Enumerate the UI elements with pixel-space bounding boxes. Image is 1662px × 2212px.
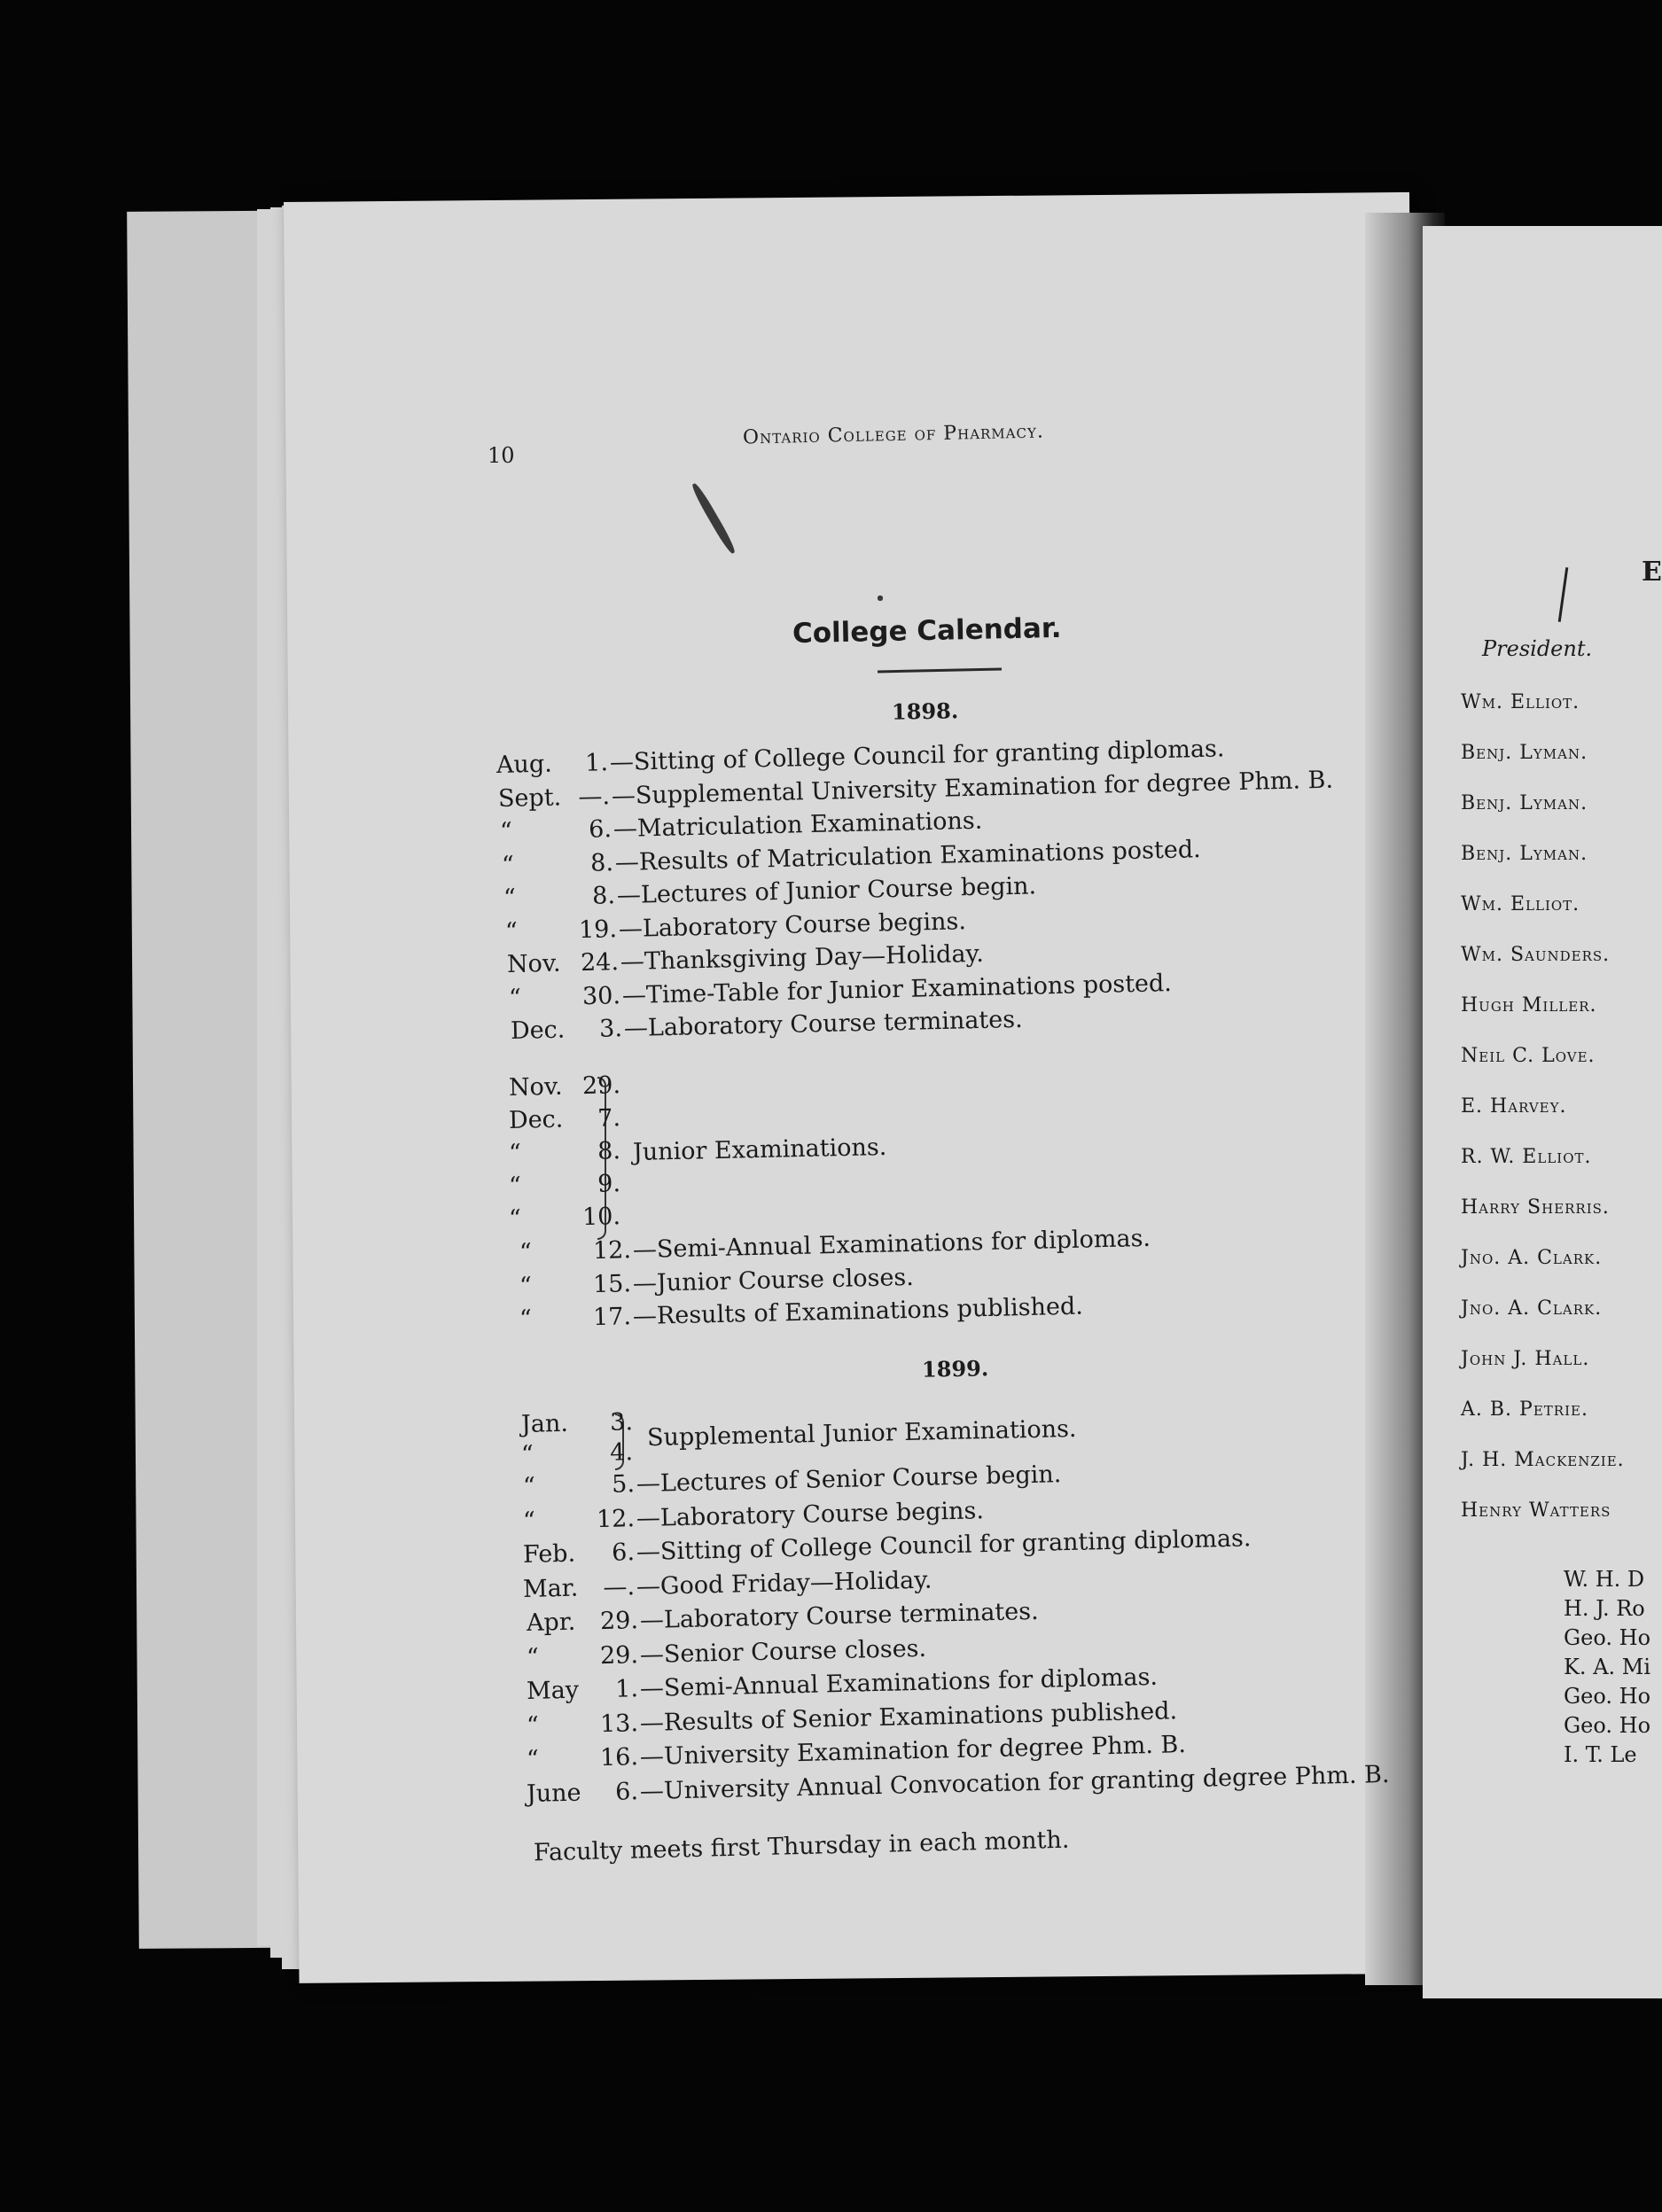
- entry-text: —Results of Matriculation Examinations posted.: [614, 835, 1201, 876]
- president-name: E. Harvey.: [1461, 1095, 1567, 1118]
- entry-day: —.: [578, 782, 611, 811]
- officer-name: K. A. Mi: [1564, 1655, 1651, 1679]
- right-heading-fragment: E: [1642, 557, 1662, 588]
- entry-day: 19.: [578, 915, 618, 944]
- entry-month: “: [501, 851, 515, 879]
- calendar-entry: [509, 1071, 621, 1102]
- running-head: Ontario College of Pharmacy.: [742, 420, 1045, 449]
- entry-text: —Laboratory Course begins.: [636, 1496, 985, 1532]
- entry-month: Nov.: [508, 1072, 563, 1102]
- entry-text: —Good Friday—Holiday.: [636, 1566, 932, 1601]
- entry-text: —Laboratory Course terminates.: [623, 1005, 1023, 1043]
- entry-text: —Lectures of Junior Course begin.: [616, 872, 1037, 910]
- brace-label: Supplemental Junior Examinations.: [646, 1414, 1077, 1453]
- president-name: Wm. Elliot.: [1461, 691, 1580, 713]
- officer-name: I. T. Le: [1564, 1742, 1637, 1767]
- entry-text: —Laboratory Course begins.: [618, 907, 967, 943]
- president-name: R. W. Elliot.: [1461, 1146, 1592, 1168]
- entry-month: “: [503, 884, 517, 912]
- entry-day: 8.: [597, 1137, 621, 1165]
- entry-month: “: [499, 817, 513, 845]
- footer-note: Faculty meets first Thursday in each month.: [533, 1826, 1070, 1867]
- entry-month: June: [526, 1779, 581, 1808]
- entry-day: 29.: [599, 1607, 639, 1636]
- calendar-entry: [509, 1203, 621, 1233]
- officer-name: Geo. Ho: [1564, 1684, 1651, 1709]
- year-heading: 1898.: [891, 697, 959, 725]
- entry-day: 17.: [592, 1303, 632, 1332]
- president-name: Henry Watters: [1461, 1499, 1611, 1522]
- entry-month: Sept.: [497, 783, 562, 813]
- entry-month: Jan.: [520, 1409, 569, 1438]
- entry-day: 4.: [609, 1438, 634, 1467]
- entry-day: 9.: [597, 1170, 621, 1198]
- entry-day: 3.: [598, 1015, 623, 1043]
- officer-name: H. J. Ro: [1564, 1596, 1645, 1621]
- entry-text: —Junior Course closes.: [632, 1263, 915, 1297]
- entry-text: —Results of Senior Examinations published.: [639, 1696, 1178, 1737]
- entry-month: “: [526, 1643, 540, 1671]
- entry-text: —Thanksgiving Day—Holiday.: [620, 939, 985, 977]
- entry-month: Nov.: [506, 949, 561, 978]
- entry-month: Aug.: [495, 750, 553, 779]
- officer-name: Geo. Ho: [1564, 1713, 1651, 1738]
- brace-label: Junior Examinations.: [632, 1133, 887, 1166]
- entry-day: 30.: [581, 981, 621, 1010]
- president-name: J. H. Mackenzie.: [1461, 1449, 1625, 1471]
- president-name: Benj. Lyman.: [1461, 742, 1588, 764]
- entry-day: 29.: [581, 1071, 621, 1101]
- calendar-entry: [521, 1438, 634, 1468]
- entry-text: —Semi-Annual Examinations for diplomas.: [632, 1224, 1151, 1265]
- president-name: Jno. A. Clark.: [1461, 1297, 1603, 1320]
- entry-text: —Matriculation Examinations.: [613, 806, 983, 844]
- entry-day: 6.: [588, 815, 613, 844]
- entry-month: May: [526, 1676, 580, 1705]
- entry-day: 10.: [581, 1203, 621, 1232]
- entry-text: —Sitting of College Council for granting diplomas.: [609, 735, 1225, 777]
- entry-text: —Supplemental University Examination for degree Phm. B.: [611, 766, 1334, 810]
- entry-day: 6.: [614, 1777, 639, 1806]
- president-name: Neil C. Love.: [1461, 1045, 1596, 1067]
- ink-dot: [878, 596, 883, 601]
- president-name: John J. Hall.: [1461, 1348, 1590, 1370]
- entry-day: 5.: [611, 1470, 636, 1499]
- entry-month: “: [508, 1139, 522, 1167]
- entry-month: “: [508, 1204, 522, 1233]
- entry-day: 1.: [614, 1675, 639, 1703]
- president-name: Benj. Lyman.: [1461, 843, 1588, 865]
- entry-month: “: [522, 1472, 536, 1500]
- entry-month: Mar.: [522, 1574, 579, 1603]
- entry-text: —Time-Table for Junior Examinations posted.: [621, 969, 1173, 1009]
- entry-day: 12.: [596, 1504, 636, 1533]
- president-name: Harry Sherris.: [1461, 1196, 1610, 1219]
- entry-month: “: [526, 1711, 540, 1740]
- entry-day: 16.: [599, 1743, 639, 1772]
- entry-day: 29.: [599, 1640, 639, 1670]
- president-name: A. B. Petrie.: [1461, 1398, 1588, 1421]
- entry-text: —Lectures of Senior Course begin.: [636, 1460, 1062, 1499]
- officer-name: Geo. Ho: [1564, 1625, 1651, 1650]
- president-name: Wm. Saunders.: [1461, 944, 1611, 966]
- entry-month: Dec.: [508, 1105, 564, 1134]
- entry-month: “: [520, 1440, 534, 1468]
- entry-day: 8.: [591, 882, 616, 910]
- column-label: President.: [1482, 636, 1593, 661]
- entry-month: Apr.: [526, 1608, 576, 1637]
- entry-day: —.: [603, 1572, 636, 1601]
- entry-text: —Semi-Annual Examinations for diplomas.: [639, 1663, 1159, 1703]
- entry-day: 13.: [599, 1709, 639, 1738]
- entry-day: 1.: [584, 749, 609, 777]
- entry-month: “: [519, 1305, 533, 1333]
- entry-month: “: [522, 1507, 536, 1535]
- entry-day: 7.: [597, 1104, 621, 1133]
- entry-month: “: [526, 1745, 540, 1773]
- page-title: College Calendar.: [792, 611, 1062, 650]
- president-name: Wm. Elliot.: [1461, 893, 1580, 915]
- calendar-entry: [509, 1137, 621, 1167]
- entry-text: —Results of Examinations published.: [632, 1292, 1084, 1331]
- president-name: Hugh Miller.: [1461, 994, 1597, 1016]
- page-number: 10: [488, 443, 515, 468]
- entry-text: —Sitting of College Council for granting diplomas.: [636, 1524, 1252, 1567]
- officer-name: W. H. D: [1564, 1567, 1645, 1592]
- entry-text: —University Annual Convocation for granting degree Phm. B.: [639, 1760, 1390, 1805]
- entry-text: —Senior Course closes.: [639, 1634, 927, 1669]
- entry-month: Feb.: [522, 1539, 576, 1569]
- entry-month: “: [519, 1238, 533, 1266]
- president-name: Jno. A. Clark.: [1461, 1247, 1603, 1269]
- calendar-entry: [521, 1408, 634, 1438]
- entry-day: 8.: [589, 848, 614, 877]
- calendar-entry: [509, 1170, 621, 1200]
- entry-day: 24.: [580, 948, 620, 977]
- entry-day: 12.: [592, 1236, 632, 1266]
- entry-day: 6.: [611, 1538, 636, 1567]
- entry-month: “: [508, 1172, 522, 1200]
- calendar-entry: [509, 1104, 621, 1134]
- entry-text: —University Examination for degree Phm. B.: [639, 1731, 1187, 1772]
- entry-month: “: [519, 1272, 533, 1300]
- entry-month: “: [508, 984, 522, 1012]
- entry-month: “: [504, 917, 519, 946]
- year-heading: 1899.: [921, 1355, 989, 1382]
- entry-day: 3.: [609, 1408, 634, 1437]
- entry-day: 15.: [592, 1269, 632, 1298]
- entry-text: —Laboratory Course terminates.: [639, 1597, 1039, 1635]
- entry-month: Dec.: [510, 1016, 566, 1045]
- president-name: Benj. Lyman.: [1461, 792, 1588, 814]
